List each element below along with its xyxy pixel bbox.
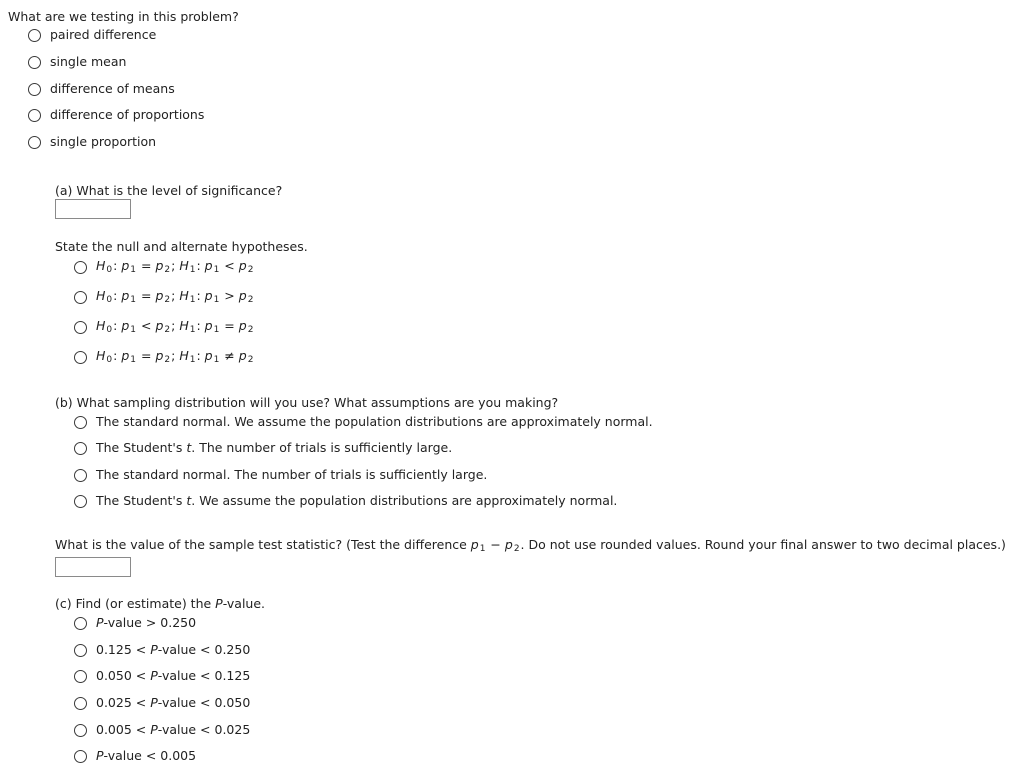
radio-button[interactable] (74, 416, 87, 429)
test-statistic-input[interactable] (55, 557, 131, 577)
radio-button[interactable] (74, 697, 87, 710)
part-c-prompt: (c) Find (or estimate) the P-value. (55, 596, 266, 611)
option-difference-of-means[interactable] (28, 80, 175, 98)
hypothesis-option-3[interactable] (74, 318, 254, 336)
hypothesis-label: H0: p1 = p2; H1: p1 > p2 (96, 288, 254, 305)
part-b-prompt: (b) What sampling distribution will you use? What assumptions are you making? (55, 395, 559, 410)
option-paired-difference[interactable] (28, 26, 156, 44)
hypothesis-option-2[interactable] (74, 288, 254, 306)
significance-level-input[interactable] (55, 199, 131, 219)
sampling-option-3[interactable] (74, 466, 487, 484)
hypothesis-option-1[interactable] (74, 258, 254, 276)
option-single-mean[interactable] (28, 53, 126, 71)
radio-button[interactable] (74, 469, 87, 482)
p-value-option-6[interactable] (74, 747, 196, 765)
sampling-option-1[interactable] (74, 413, 653, 431)
option-label: single proportion (50, 134, 157, 149)
radio-button[interactable] (28, 109, 41, 122)
option-label: P-value < 0.005 (96, 748, 197, 763)
radio-button[interactable] (74, 321, 87, 334)
radio-button[interactable] (28, 29, 41, 42)
question-test-type-prompt: What are we testing in this problem? (8, 9, 239, 24)
option-label: 0.050 < P-value < 0.125 (96, 668, 251, 683)
p-value-option-3[interactable] (74, 667, 250, 685)
sampling-option-4[interactable] (74, 492, 617, 510)
p-value-option-1[interactable] (74, 614, 196, 632)
option-label: The standard normal. The number of trials is sufficiently large. (96, 467, 488, 482)
p-value-option-2[interactable] (74, 641, 250, 659)
radio-button[interactable] (74, 291, 87, 304)
hypothesis-label: H0: p1 = p2; H1: p1 ≠ p2 (96, 348, 254, 365)
radio-button[interactable] (28, 83, 41, 96)
option-label: single mean (50, 54, 127, 69)
radio-button[interactable] (74, 617, 87, 630)
radio-button[interactable] (28, 136, 41, 149)
option-label: paired difference (50, 27, 157, 42)
radio-button[interactable] (74, 495, 87, 508)
p-value-option-5[interactable] (74, 721, 250, 739)
option-single-proportion[interactable] (28, 133, 156, 151)
radio-button[interactable] (74, 351, 87, 364)
option-difference-of-proportions[interactable] (28, 106, 204, 124)
option-label: The Student's t. The number of trials is sufficiently large. (96, 440, 453, 455)
hypotheses-prompt: State the null and alternate hypotheses. (55, 239, 308, 254)
hypothesis-label: H0: p1 = p2; H1: p1 < p2 (96, 258, 254, 275)
sampling-option-2[interactable] (74, 439, 452, 457)
hypothesis-option-4[interactable] (74, 348, 254, 366)
radio-button[interactable] (74, 750, 87, 763)
radio-button[interactable] (74, 442, 87, 455)
radio-button[interactable] (74, 261, 87, 274)
option-label: 0.125 < P-value < 0.250 (96, 642, 251, 657)
option-label: 0.005 < P-value < 0.025 (96, 722, 251, 737)
radio-button[interactable] (28, 56, 41, 69)
option-label: P-value > 0.250 (96, 615, 197, 630)
option-label: difference of means (50, 81, 175, 96)
radio-button[interactable] (74, 670, 87, 683)
option-label: The standard normal. We assume the population distributions are approximately normal. (96, 414, 653, 429)
radio-button[interactable] (74, 724, 87, 737)
hypothesis-label: H0: p1 < p2; H1: p1 = p2 (96, 318, 254, 335)
option-label: The Student's t. We assume the population distributions are approximately normal. (96, 493, 618, 508)
option-label: difference of proportions (50, 107, 205, 122)
radio-button[interactable] (74, 644, 87, 657)
option-label: 0.025 < P-value < 0.050 (96, 695, 251, 710)
part-a-prompt: (a) What is the level of significance? (55, 183, 283, 198)
p-value-option-4[interactable] (74, 694, 250, 712)
test-statistic-prompt: What is the value of the sample test statistic? (Test the difference p1 − p2. Do not use rounded values. Round your final answer to two decimal places.) (55, 537, 1006, 554)
